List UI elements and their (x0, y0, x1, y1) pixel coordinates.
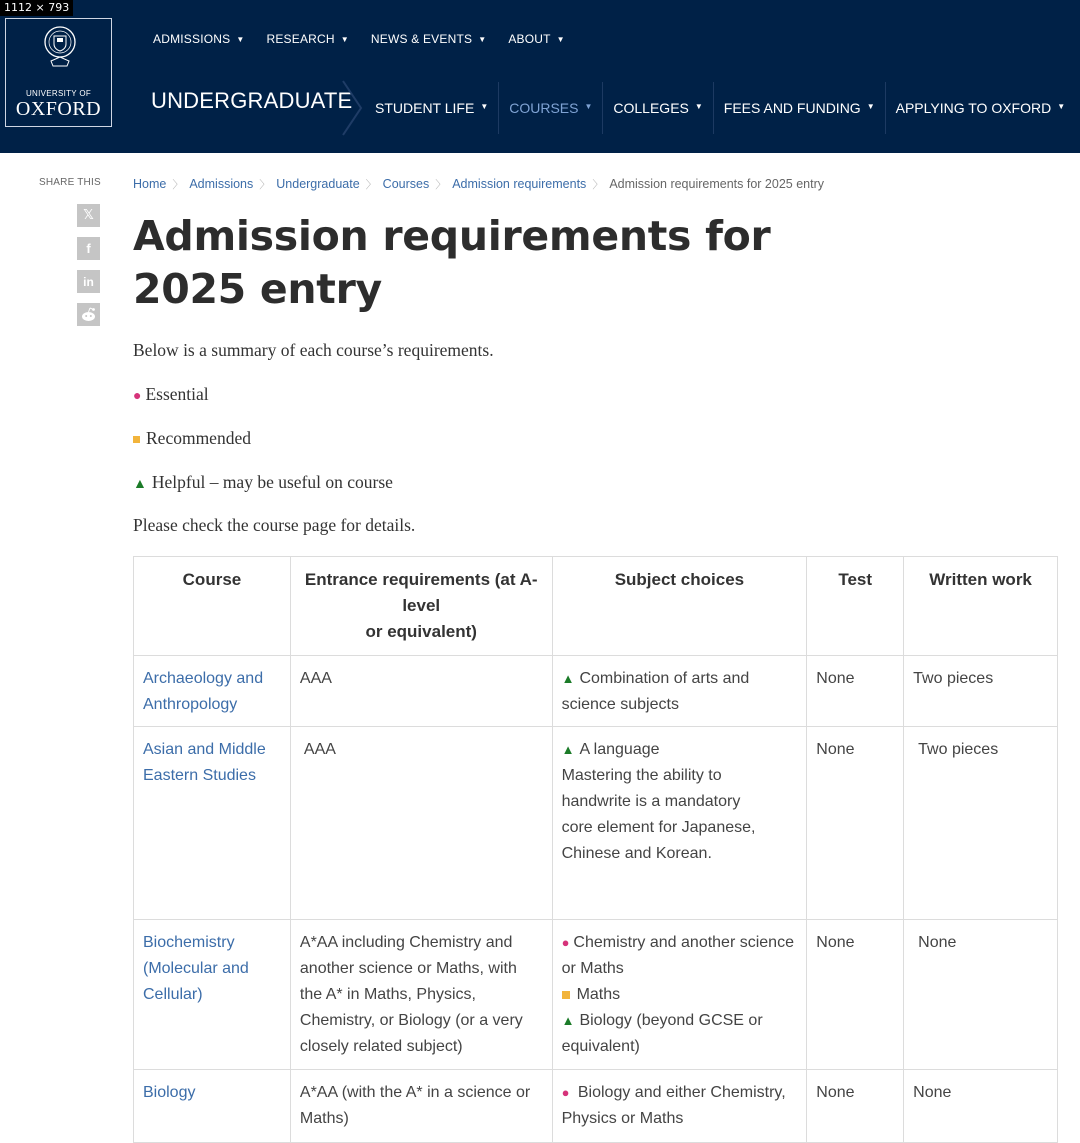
helpful-triangle-icon: ▲ (133, 477, 147, 492)
main-nav-colleges[interactable]: COLLEGES ▼ (603, 82, 713, 134)
table-row (134, 920, 1058, 1070)
linkedin-share-button[interactable] (77, 270, 100, 293)
test-cell: None (807, 920, 904, 1070)
site-header (0, 0, 1080, 153)
header-entrance: Entrance requirements (at A-level or equivalent) (290, 557, 552, 656)
main-nav-applying[interactable]: APPLYING TO OXFORD ▼ (895, 100, 1066, 116)
main-nav-courses[interactable]: COURSES ▼ (499, 82, 603, 134)
breadcrumb-separator-icon: 〉 (435, 179, 447, 191)
breadcrumb-admission-requirements[interactable]: Admission requirements (452, 177, 587, 191)
course-link-biochemistry[interactable]: Biochemistry (Molecular and Cellular) (143, 934, 249, 1003)
share-label: SHARE THIS (39, 177, 101, 188)
facebook-share-button[interactable] (77, 237, 100, 260)
table-header-row (134, 557, 1058, 656)
breadcrumb-admissions[interactable]: Admissions (189, 177, 254, 191)
crest-icon (43, 25, 77, 69)
top-nav-research[interactable]: RESEARCH ▼ (266, 32, 349, 46)
x-share-button[interactable] (77, 204, 100, 227)
top-nav-news-events[interactable]: NEWS & EVENTS ▼ (370, 32, 487, 46)
main-nav-fees-funding[interactable]: FEES AND FUNDING ▼ (714, 82, 886, 134)
breadcrumb (133, 176, 824, 192)
dimensions-badge: 1112 × 793 (0, 0, 73, 16)
table-row (134, 656, 1058, 727)
recommended-square-icon (562, 991, 570, 999)
subjects-cell: ▲ Combination of arts and science subjects (552, 656, 807, 727)
breadcrumb-separator-icon: 〉 (172, 179, 184, 191)
course-cell (134, 1070, 291, 1143)
caret-down-icon: ▼ (556, 35, 565, 44)
entrance-cell: A*AA including Chemistry and another science or Maths, with the A* in Maths, Physics, Chemistry, or Biology (or a very closely related subject) (290, 920, 552, 1070)
breadcrumb-separator-icon: 〉 (592, 179, 604, 191)
table-row (134, 1070, 1058, 1143)
breadcrumb-courses[interactable]: Courses (382, 177, 430, 191)
subjects-cell: ● Biology and either Chemistry, Physics or Maths (552, 1070, 807, 1143)
breadcrumb-separator-icon: 〉 (259, 179, 271, 191)
top-nav-about[interactable]: ABOUT ▼ (508, 32, 565, 46)
helpful-triangle-icon: ▲ (561, 742, 575, 757)
legend-essential: ● Essential (133, 384, 209, 404)
reddit-share-button[interactable] (77, 303, 100, 326)
course-link-asian-middle-eastern[interactable]: Asian and Middle Eastern Studies (143, 741, 266, 784)
logo-text-small: UNIVERSITY OF (25, 89, 92, 98)
linkedin-icon: in (83, 274, 94, 289)
caret-down-icon: ▼ (1057, 101, 1066, 111)
essential-dot-icon: ● (133, 389, 142, 404)
breadcrumb-current: Admission requirements for 2025 entry (609, 177, 824, 191)
recommended-square-icon (133, 436, 140, 443)
essential-dot-icon: ● (561, 935, 570, 950)
top-nav (153, 32, 587, 46)
requirements-table (133, 556, 1058, 1143)
course-link-archaeology[interactable]: Archaeology and Anthropology (143, 670, 264, 713)
main-nav-student-life[interactable]: STUDENT LIFE ▼ (365, 82, 499, 134)
subjects-cell: ▲ A language Mastering the ability to handwrite is a mandatory core element for Japanese, Chinese and Korean. (552, 727, 807, 920)
entrance-cell: A*AA (with the A* in a science or Maths) (290, 1070, 552, 1143)
course-cell (134, 656, 291, 727)
course-cell (134, 920, 291, 1070)
entrance-cell: AAA (290, 727, 552, 920)
test-cell: None (807, 727, 904, 920)
helpful-triangle-icon: ▲ (561, 671, 575, 686)
helpful-triangle-icon: ▲ (561, 1013, 575, 1028)
header-course: Course (134, 557, 291, 656)
caret-down-icon: ▼ (236, 35, 245, 44)
subject-note: Mastering the ability to handwrite is a mandatory core element for Japanese, Chinese and Korean. (561, 767, 756, 862)
course-link-biology[interactable]: Biology (143, 1084, 196, 1101)
breadcrumb-home[interactable]: Home (133, 177, 167, 191)
reddit-icon (80, 307, 97, 322)
intro-text: Below is a summary of each course’s requirements. (133, 340, 494, 360)
test-cell: None (807, 1070, 904, 1143)
note-text: Please check the course page for details. (133, 515, 416, 535)
course-cell (134, 727, 291, 920)
university-logo[interactable] (5, 18, 112, 127)
header-written: Written work (904, 557, 1058, 656)
logo-text-big: OXFORD (15, 98, 102, 120)
caret-down-icon: ▼ (694, 101, 703, 111)
main-nav (365, 82, 1075, 134)
legend-helpful: ▲ Helpful – may be useful on course (133, 472, 393, 492)
section-title[interactable]: UNDERGRADUATE (151, 88, 353, 113)
essential-dot-icon: ● (561, 1085, 570, 1100)
entrance-cell: AAA (290, 656, 552, 727)
x-icon: 𝕏 (83, 208, 94, 223)
written-cell: None (904, 1070, 1058, 1143)
test-cell: None (807, 656, 904, 727)
page-title: Admission requirements for 2025 entry (133, 212, 771, 313)
top-nav-admissions[interactable]: ADMISSIONS ▼ (153, 32, 245, 46)
facebook-icon: f (86, 241, 91, 256)
header-test: Test (807, 557, 904, 656)
chevron-separator-icon (341, 80, 365, 136)
caret-down-icon: ▼ (584, 101, 593, 111)
caret-down-icon: ▼ (866, 101, 875, 111)
caret-down-icon: ▼ (340, 35, 349, 44)
subjects-cell: ● Chemistry and another science or Maths Maths ▲ Biology (beyond GCSE or equivalent) (552, 920, 807, 1070)
written-cell: None (904, 920, 1058, 1070)
table-row (134, 727, 1058, 920)
legend-recommended: Recommended (133, 428, 251, 449)
caret-down-icon: ▼ (478, 35, 487, 44)
caret-down-icon: ▼ (480, 101, 489, 111)
written-cell: Two pieces (904, 727, 1058, 920)
breadcrumb-separator-icon: 〉 (365, 179, 377, 191)
header-subjects: Subject choices (552, 557, 807, 656)
written-cell: Two pieces (904, 656, 1058, 727)
breadcrumb-undergraduate[interactable]: Undergraduate (276, 177, 360, 191)
